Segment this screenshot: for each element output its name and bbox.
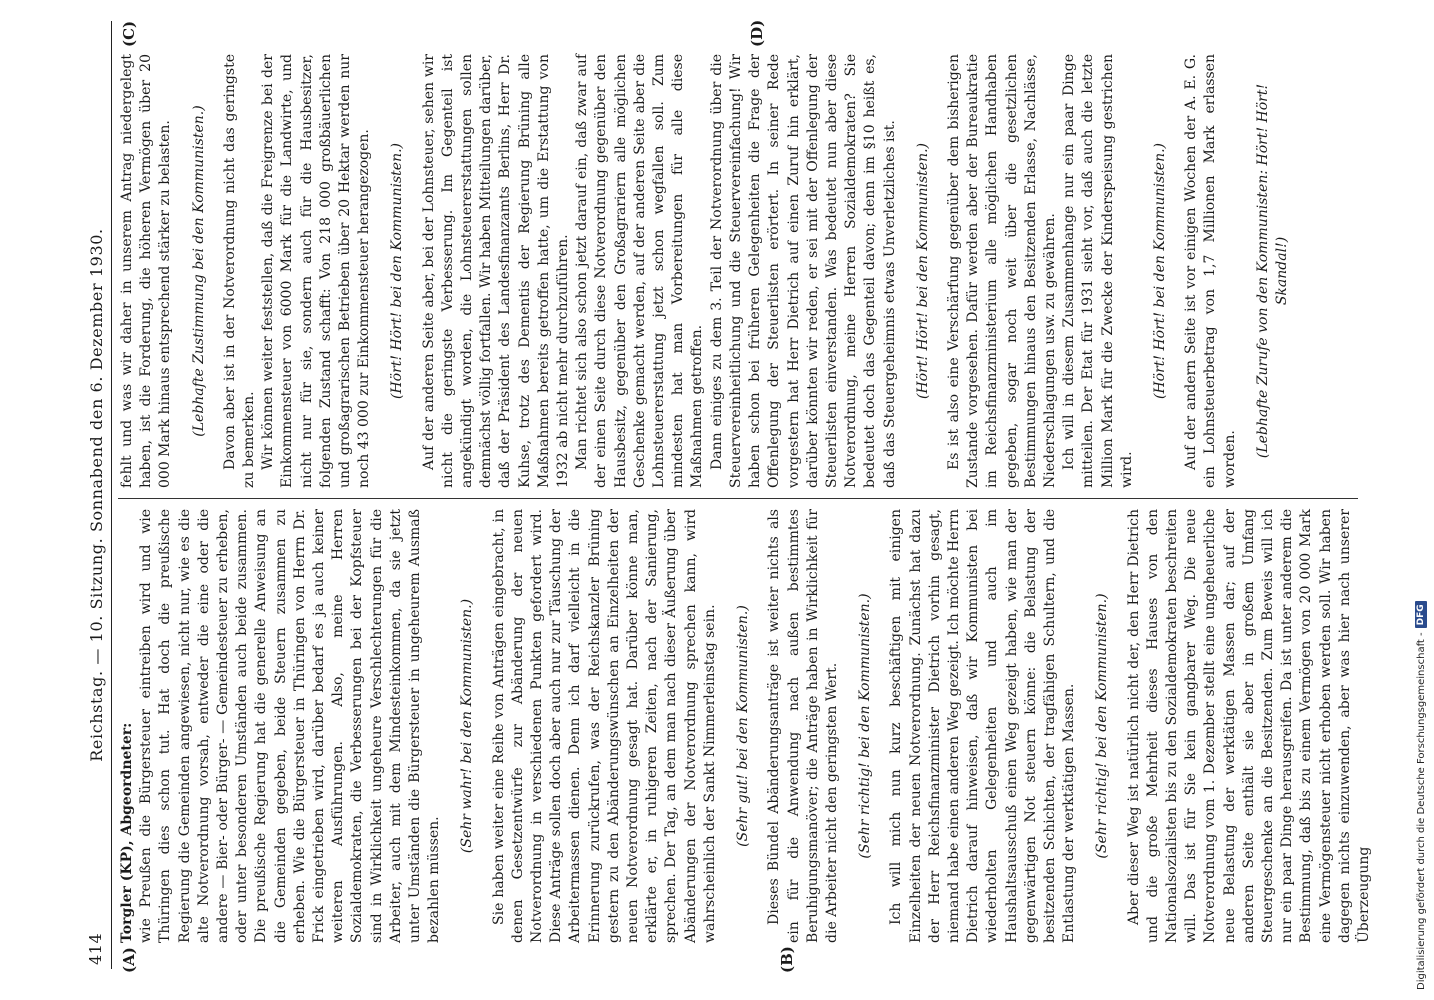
credit-text: Digitalisierung gefördert durch die Deutsche Forschungsgemeinschaft - [1415, 632, 1427, 990]
paragraph: Ich will in diesem Zusammenhange nur ein paar Dinge mitteilen. Der Etat für 1931 sieht vor, daß auch die letzte Million Mark für die Zwecke der Kinderspeisung gestrichen wird. [1061, 54, 1135, 488]
paragraph: Wir können weiter feststellen, daß die Freigrenze bei der Einkommensteuer von 6000 Mark für die Landwirte, und nicht nur für sie, sondern auch für die Hausbesitzer, folgenden Zustand schafft: Von 218 000 großbäuerlichen und großagrarischen Betrieben über 20 Hektar werden nur noch 43 000 zur Einkommensteuer herangezogen. [260, 54, 373, 488]
margin-marker-d: (D) [748, 19, 766, 47]
reaction: (Hört! Hört! bei den Kommunisten.) [1151, 143, 1168, 400]
margin-marker-b: (B) [778, 946, 796, 973]
document-page [75, 15, 1375, 975]
paragraph: Dann einiges zu dem 3. Teil der Notverordnung über die Steuervereinheitlichung und die Steuervereinfachung! Wir haben schon bei früheren Gelegenheiten die Frage der Offenlegung der Steuerlisten erörtert. In seiner Rede vorgestern hat Herr Dietrich auf einen Zuruf hin erklärt, darüber könnten wir reden, er sei mit der Offenlegung der Steuerlisten einverstanden. Was bedeutet nun aber diese Notverordnung, meine Herren Sozialdemokraten? Sie bedeutet doch das Gegenteil davon; denn im §10 heißt es, daß das Steuergeheimnis etwas Unverletzliches ist. [708, 54, 898, 488]
paragraph: Sie haben weiter eine Reihe von Anträgen eingebracht, in denen Gesetzentwürfe zur Abänderung der neuen Notverordnung in verschiedenen Punkten gefordert wird. Diese Anträge sollen doch aber auch nur zur Täuschung der Arbeitermassen dienen. Denn ich darf vielleicht in die Erinnerung zurückrufen, was der Reichskanzler Brüning gestern zu den Abänderungswünschen an Einzelheiten der neuen Notverordnung gesagt hat. Darüber könne man, erklärte er, in ruhigeren Zeiten, nach der Sanierung, sprechen. Der Tag, an dem man nach dieser Äußerung über Abänderungen der Notverordnung sprechen kann, wird wahrscheinlich der Sankt Nimmerleinstag sein. [490, 509, 718, 943]
page-title: Reichstag. — 10. Sitzung. Sonnabend den 6. Dezember 1930. [86, 228, 106, 762]
right-column [118, 28, 1358, 498]
column-divider [118, 498, 1358, 499]
reaction: (Lebhafte Zustimmung bei den Kommunisten.) [190, 105, 207, 437]
left-column [118, 499, 1372, 969]
credit-line [1412, 5, 1430, 990]
reaction: (Hört! Hört! bei den Kommunisten.) [914, 143, 931, 400]
page-number: 414 [86, 932, 105, 965]
reaction: (Hört! Hört! bei den Kommunisten.) [389, 143, 406, 400]
paragraph: Es ist also eine Verschärfung gegenüber dem bisherigen Zustande vorgesehen. Dafür werden aber der Bureaukratie im Reichsfinanzministerium alle möglichen Handhaben gegeben, sogar noch weit über die gesetzlichen Bestimmungen hinaus den Besitzenden Erlasse, Nachlässe, Niederschlagungen usw. zu gewähren. [945, 54, 1058, 488]
paragraph: Ich will mich nun kurz beschäftigen mit einigen Einzelheiten der neuen Notverordnung. Zunächst hat dazu der Herr Reichsfinanzminister Dietrich vorhin gesagt, niemand habe einen anderen Weg gezeigt. Ich möchte Herrn Dietrich darauf hinweisen, daß wir Kommunisten bei wiederholten Gelegenheiten und auch im Haushaltsausschuß einen Weg gezeigt haben, wie man der gegenwärtigen Not steuern könne: die Belastung der besitzenden Schichten, der tragfähigen Schultern, und die Entlastung der werktätigen Massen. [888, 509, 1078, 943]
digitization-credit [1412, 5, 1430, 995]
paragraph: Auf der anderen Seite aber, bei der Lohnsteuer, sehen wir nicht die geringste Verbesserung. Im Gegenteil ist angekündigt worden, die Lohnsteuererstattungen sollen demnächst völlig fortfallen. Wir haben Mitteilungen darüber, daß der Präsident des Landesfinanzamts Berlins, Herr Dr. Kuhse, trotz des Dementis der Regierung Brüning alle Maßnahmen bereits getroffen hatte, um die Erstattung von 1932 ab nicht mehr durchzuführen. [420, 54, 572, 488]
speaker-label: Torgler (KP), Abgeordneter: [119, 722, 135, 943]
paragraph [118, 509, 137, 943]
reaction: (Sehr gut! bei den Kommunisten.) [735, 605, 752, 847]
paragraph: Aber dieser Weg ist natürlich nicht der, den Herr Dietrich und die große Mehrheit dieses Hauses von den Nationalsozialisten bis zu den Sozialdemokraten beschreiten will. Das ist für Sie kein gangbarer Weg. Die neue Notverordnung vom 1. Dezember stellt eine ungeheuerliche neue Belastung der werktätigen Massen dar; auf der anderen Seite enthält sie aber in großem Umfang Steuergeschenke an die Besitzenden. Zum Beweis will ich nur ein paar Dinge herausgreifen. Da ist unter anderem die Bestimmung, daß bis zu einem Vermögen von 20 000 Mark eine Vermögensteuer nicht erhoben werden soll. Wir haben dagegen nichts einzuwenden, aber was hier nach unserer Überzeugung [1125, 509, 1372, 943]
paragraph: Dieses Bündel Abänderungsanträge ist weiter nichts als ein für die Anwendung nach außen bestimmtes Beruhigungsmanöver; die Anträge haben in Wirklichkeit für die Arbeiter nicht den geringsten Wert. [766, 509, 840, 943]
margin-marker-c: (C) [120, 20, 138, 47]
dfg-logo: DFG [1415, 601, 1427, 628]
running-head [83, 21, 109, 969]
paragraph: Davon aber ist in der Notverordnung nicht das geringste zu bemerken. [221, 54, 258, 488]
margin-marker-a: (A) [120, 947, 138, 973]
reaction: (Lebhafte Zurufe von den Kommunisten: Hört! Hört! Skandal!) [1254, 83, 1290, 459]
paragraph: Man richtet sich also schon jetzt darauf ein, daß zwar auf der einen Seite durch diese Notverordnung gegenüber den Hausbesitz, gegenüber den Großagrariern alle möglichen Geschenke gemacht werden, auf der anderen Seite aber die Lohnsteuererstattung jetzt schon wegfallen soll. Zum mindesten hat man Vorbereitungen für alle diese Maßnahmen getroffen. [574, 54, 706, 488]
paragraph: fehlt und was wir daher in unserem Antrag niedergelegt haben, ist die Forderung, die höheren Vermögen über 20 000 Mark hinaus entsprechend stärker zu belasten. [119, 54, 174, 488]
reaction: (Sehr richtig! bei den Kommunisten.) [857, 593, 874, 859]
header-rule [111, 21, 112, 969]
text-columns [118, 19, 1372, 973]
reaction: (Sehr wahr! bei den Kommunisten.) [459, 598, 476, 854]
paragraph: wie Preußen die Bürgersteuer eintreiben wird und wie Thüringen dies schon tut. Hat doch die preußische Regierung die Gemeinden angewiesen, nicht nur, wie es die alte Notverordnung vorsah, entweder die eine oder die andere — Bier- oder Bürger- — Gemeindesteuer zu erheben, oder unter besonderen Umständen auch beide zusammen. Die preußische Regierung hat die generelle Anweisung an die Gemeinden gegeben, beide Steuern zusammen zu erheben. Wie die Bürgersteuer in Thüringen von Herrn Dr. Frick eingetrieben wird, darüber bedarf es ja auch keiner weiteren Ausführungen. Also, meine Herren Sozialdemokraten, die Verbesserungen bei der Kopfsteuer sind in Wirklichkeit ungeheure Verschlechterungen für die Arbeiter, auch mit dem Mindesteinkommen, da sie jetzt unter Umständen die Bürgersteuer in ungeheurem Ausmaß bezahlen müssen. [138, 509, 443, 943]
paragraph: Auf der andern Seite ist vor einigen Wochen der A. E. G. ein Lohnsteuerbetrag von 1,7 Millionen Mark erlassen worden. [1183, 54, 1238, 488]
reaction: (Sehr richtig! bei den Kommunisten.) [1094, 593, 1111, 859]
